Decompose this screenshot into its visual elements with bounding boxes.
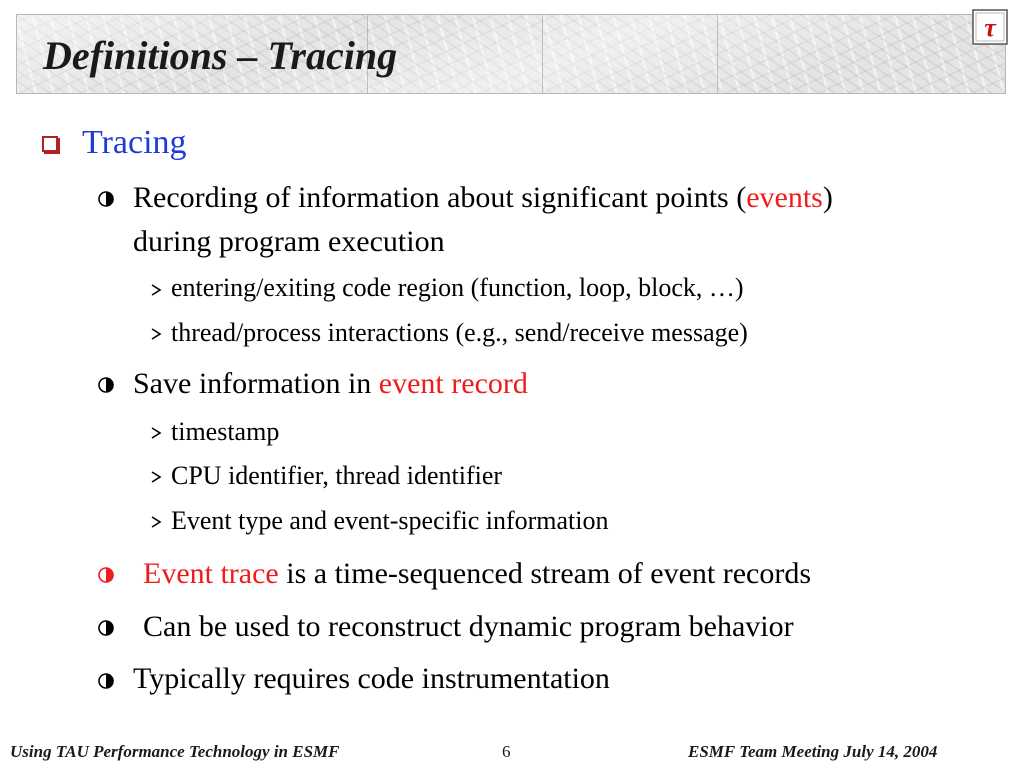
highlight-event-record: event record — [378, 367, 528, 400]
arrowhead-icon — [149, 470, 163, 484]
highlight-events: events — [746, 181, 823, 214]
bullet-reconstruct-behavior: Can be used to reconstruct dynamic program behavior — [143, 610, 794, 643]
tau-logo-icon — [972, 9, 1008, 45]
sub-bullet-cpu-identifier: CPU identifier, thread identifier — [171, 461, 503, 490]
sub-bullet-code-region: entering/exiting code region (function, loop, block, …) — [171, 273, 744, 302]
bullet-text: Save information in — [133, 367, 379, 400]
square-box-icon — [42, 136, 58, 152]
heading-tracing: Tracing — [82, 124, 187, 161]
banner-divider — [542, 15, 543, 93]
bullet-text: ) — [822, 181, 833, 214]
arrowhead-icon — [149, 283, 163, 297]
sub-bullet-interactions: thread/process interactions (e.g., send/receive message) — [171, 318, 748, 347]
sub-bullet-timestamp: timestamp — [171, 417, 280, 446]
footer-right-meeting: ESMF Team Meeting July 14, 2004 — [688, 742, 938, 761]
circle-icon — [97, 619, 115, 637]
circle-icon — [97, 190, 115, 208]
bullet-text: is a time-sequenced stream of event records — [278, 557, 812, 590]
logo-glyph: τ — [984, 13, 996, 42]
arrowhead-icon — [149, 515, 163, 529]
banner-divider — [717, 15, 718, 93]
bullet-event-trace — [143, 557, 811, 591]
bullet-text: Recording of information about significant points ( — [133, 181, 747, 214]
sub-bullet-event-type: Event type and event-specific information — [171, 506, 609, 535]
bullet-recording-continued: during program execution — [133, 225, 445, 258]
highlight-event-trace: Event trace — [143, 557, 279, 590]
footer-left-title: Using TAU Performance Technology in ESMF — [10, 742, 340, 761]
slide-title: Definitions – Tracing — [43, 33, 398, 78]
circle-icon — [97, 566, 115, 584]
bullet-recording — [133, 181, 833, 215]
arrowhead-icon — [149, 426, 163, 440]
title-banner — [16, 14, 1006, 94]
arrowhead-icon — [149, 327, 163, 341]
bullet-save-information — [133, 367, 528, 401]
circle-icon — [97, 672, 115, 690]
bullet-instrumentation: Typically requires code instrumentation — [133, 662, 610, 695]
footer-page-number: 6 — [502, 742, 511, 761]
circle-icon — [97, 376, 115, 394]
